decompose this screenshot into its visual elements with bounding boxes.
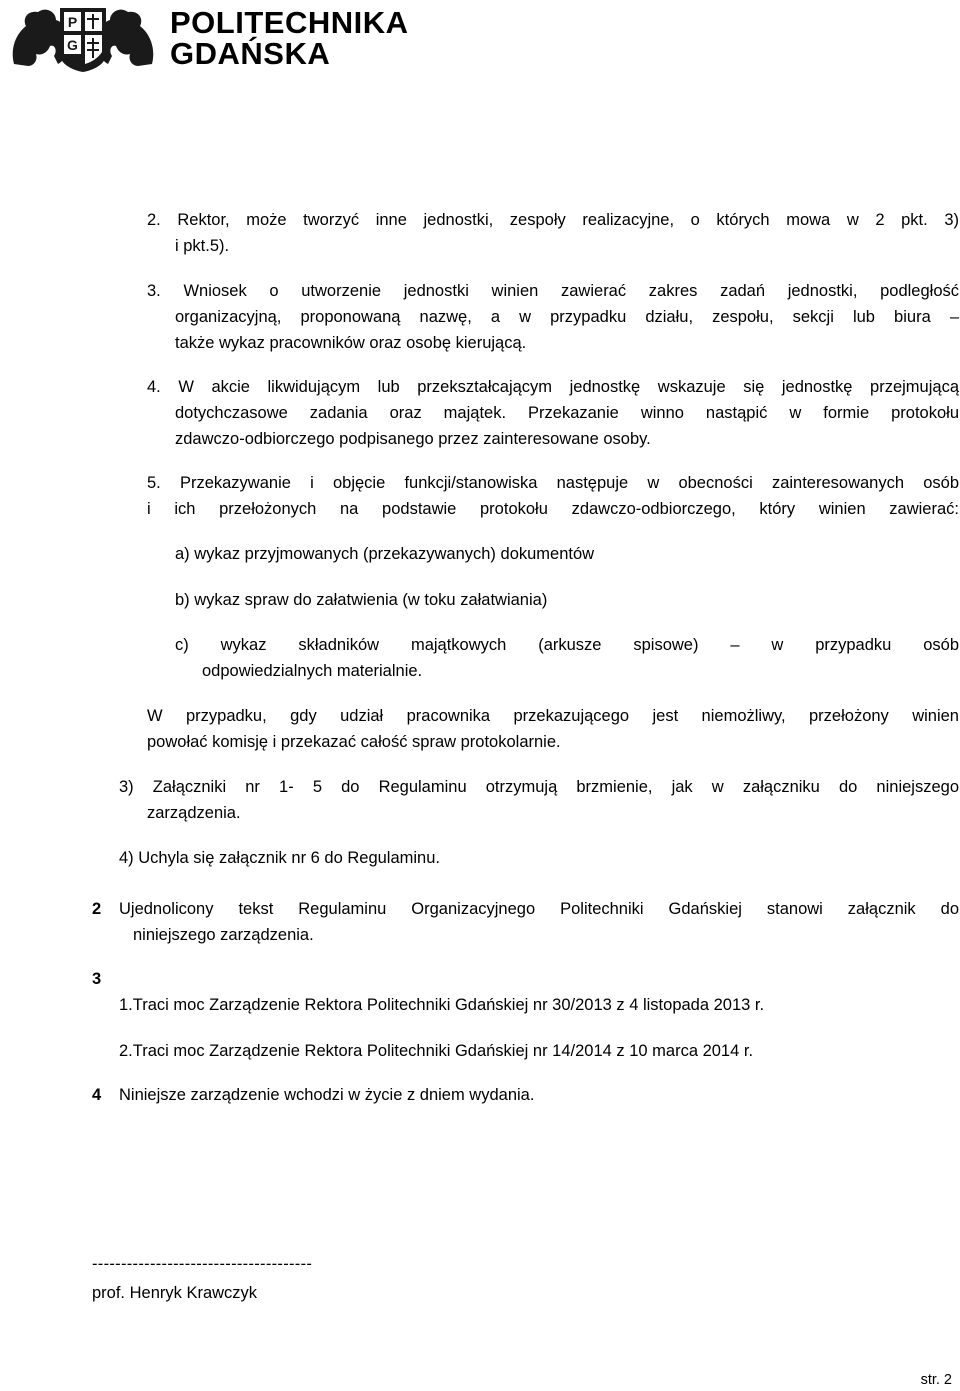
para-2-line-2: i pkt.5). — [175, 237, 230, 255]
logo-line-1: POLITECHNIKA — [170, 5, 409, 40]
header-logo — [8, 2, 409, 74]
lion-emblem-icon — [8, 4, 158, 72]
para-4-line-1: 4. W akcie likwidującym lub przekształcającym jednostkę wskazuje się jednostkę przejmującą — [147, 378, 959, 396]
point-3-line-2: zarządzenia. — [147, 804, 241, 822]
section-4-num: 4 — [92, 1086, 102, 1104]
para-5-line-1: 5. Przekazywanie i objęcie funkcji/stanowiska następuje w obecności zainteresowanych osób — [147, 474, 959, 492]
signature-line: -------------------------------------- — [92, 1255, 313, 1273]
para-3-line-2: organizacyjną, proponowaną nazwę, a w przypadku działu, zespołu, sekcji lub biura – — [175, 308, 959, 326]
para-4-line-3: zdawczo-odbiorczego podpisanego przez zainteresowane osoby. — [175, 430, 651, 448]
section-3-item-2: 2.Traci moc Zarządzenie Rektora Politechniki Gdańskiej nr 14/2014 z 10 marca 2014 r. — [119, 1042, 754, 1060]
point-4: 4) Uchyla się załącznik nr 6 do Regulaminu. — [119, 849, 440, 867]
list-item-b: b) wykaz spraw do załatwienia (w toku załatwiania) — [175, 591, 548, 609]
point-3-line-1: 3) Załączniki nr 1- 5 do Regulaminu otrzymują brzmienie, jak w załączniku do niniejszego — [119, 778, 959, 796]
section-3-item-1: 1.Traci moc Zarządzenie Rektora Politechniki Gdańskiej nr 30/2013 z 4 listopada 2013 r. — [119, 996, 765, 1014]
section-2-number — [92, 896, 101, 922]
section-2-line-2: niniejszego zarządzenia. — [133, 926, 314, 944]
para-2-line-1: 2. Rektor, może tworzyć inne jednostki, zespoły realizacyjne, o których mowa w 2 pkt. 3) — [147, 211, 959, 229]
section-3-num: 3 — [92, 970, 102, 988]
note-line-2: powołać komisję i przekazać całość spraw protokolarnie. — [147, 733, 561, 751]
section-2-num: 2 — [92, 900, 102, 918]
para-3-line-1: 3. Wniosek o utworzenie jednostki winien zawierać zakres zadań jednostki, podległość — [147, 282, 959, 300]
para-3-line-3: także wykaz pracowników oraz osobę kierującą. — [175, 334, 527, 352]
list-item-a: a) wykaz przyjmowanych (przekazywanych) dokumentów — [175, 545, 595, 563]
page-number: str. 2 — [920, 1372, 952, 1388]
emblem-letter-p: P — [67, 14, 78, 30]
signatory-name: prof. Henryk Krawczyk — [92, 1284, 258, 1302]
logo-line-2: GDAŃSKA — [170, 36, 331, 71]
section-4-number — [92, 1082, 101, 1108]
note-line-1: W przypadku, gdy udział pracownika przekazującego jest niemożliwy, przełożony winien — [147, 707, 959, 725]
list-item-c-line-1: c) wykaz składników majątkowych (arkusze spisowe) – w przypadku osób — [175, 636, 959, 654]
list-item-c-line-2: odpowiedzialnych materialnie. — [202, 662, 423, 680]
section-2-line-1: Ujednolicony tekst Regulaminu Organizacyjnego Politechniki Gdańskiej stanowi załącznik do — [119, 900, 959, 918]
emblem-letter-g: G — [67, 37, 78, 53]
section-3-number — [92, 966, 101, 992]
university-name — [170, 7, 409, 69]
section-4-text: Niniejsze zarządzenie wchodzi w życie z dniem wydania. — [119, 1086, 535, 1104]
para-5-line-2: i ich przełożonych na podstawie protokołu zdawczo-odbiorczego, który winien zawierać: — [147, 500, 959, 518]
para-4-line-2: dotychczasowe zadania oraz majątek. Przekazanie winno nastąpić w formie protokołu — [175, 404, 959, 422]
